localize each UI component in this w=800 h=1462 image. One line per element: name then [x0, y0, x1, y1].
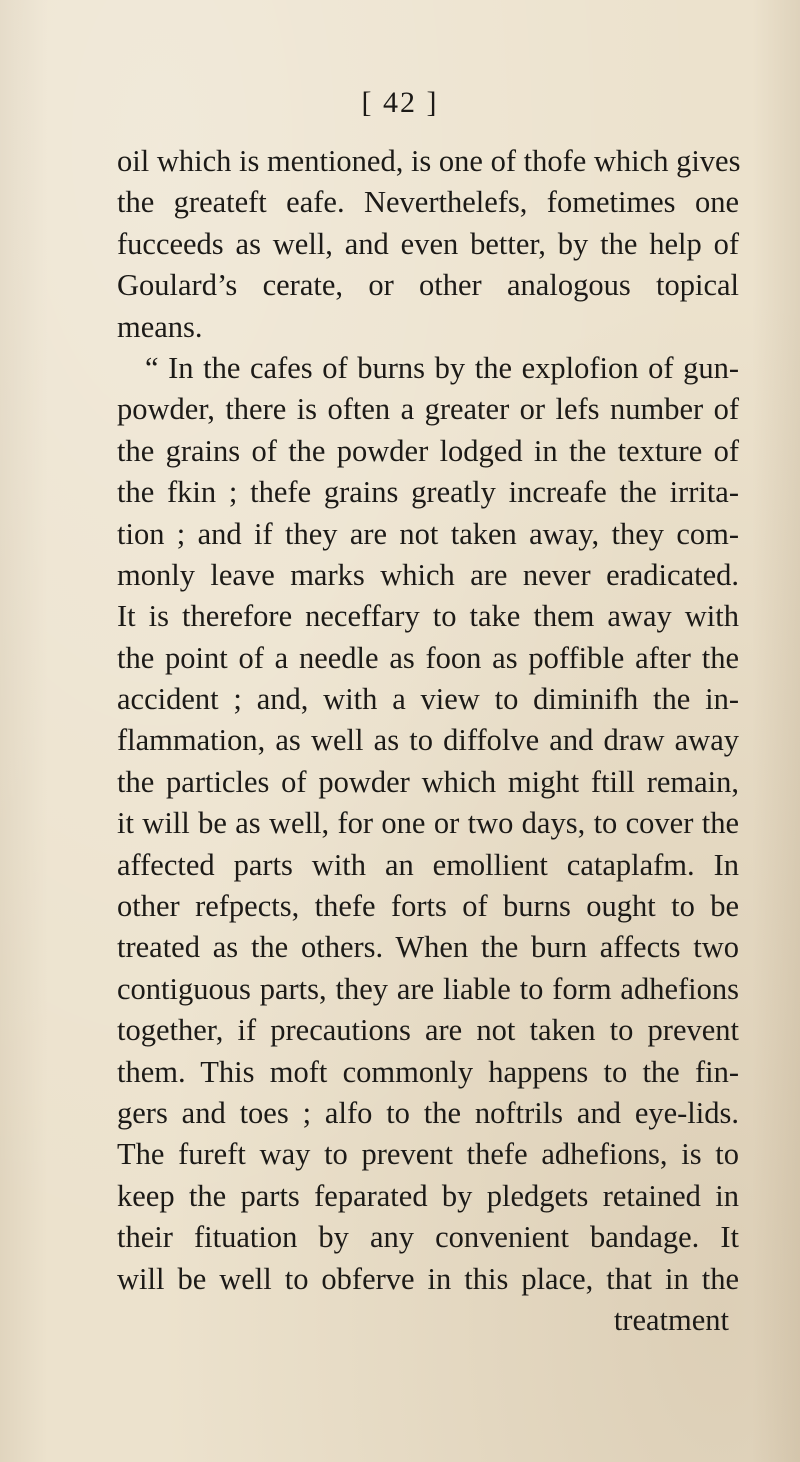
- text-line: contiguous parts, they are liable to form adhefions: [117, 971, 739, 1006]
- text-line: them. This moft commonly happens to the fin-: [117, 1054, 739, 1089]
- text-line: the grains of the powder lodged in the texture of: [117, 433, 739, 468]
- text-line: accident ; and, with a view to diminifh the in-: [117, 682, 739, 717]
- text-line: It is therefore neceffary to take them away with: [117, 599, 739, 634]
- text-line: the particles of powder which might ftill remain,: [117, 764, 739, 799]
- text-line: flammation, as well as to diffolve and draw away: [117, 723, 739, 758]
- text-line: The fureft way to prevent thefe adhefions, is to: [117, 1137, 739, 1172]
- text-line: means.: [117, 309, 203, 344]
- page-number-header: [ 42 ]: [361, 86, 439, 119]
- text-line: the point of a needle as foon as poffible after the: [117, 640, 739, 675]
- text-line: the fkin ; thefe grains greatly increafe the irrita-: [117, 475, 739, 510]
- text-line: powder, there is often a greater or lefs number of: [117, 392, 739, 427]
- text-line: their fituation by any convenient bandage. It: [117, 1220, 739, 1255]
- text-line: together, if precautions are not taken to prevent: [117, 1013, 739, 1048]
- catchword: treatment: [613, 1302, 729, 1337]
- text-line: monly leave marks which are never eradicated.: [117, 557, 739, 592]
- text-line: keep the parts feparated by pledgets retained in: [117, 1178, 739, 1213]
- text-line: affected parts with an emollient cataplafm. In: [117, 847, 739, 882]
- text-line: the greateft eafe. Neverthelefs, fometimes one: [117, 185, 739, 220]
- text-line: will be well to obferve in this place, that in the: [117, 1261, 739, 1296]
- body-text: [117, 141, 739, 1341]
- text-line: it will be as well, for one or two days, to cover the: [117, 806, 739, 841]
- text-line: “ In the cafes of burns by the explofion of gun-: [145, 350, 739, 385]
- text-line: tion ; and if they are not taken away, they com-: [117, 516, 739, 551]
- text-line: fucceeds as well, and even better, by the help of: [117, 226, 739, 261]
- text-line: oil which is mentioned, is one of thofe which gives: [117, 144, 741, 178]
- text-line: gers and toes ; alfo to the noftrils and eye-lids.: [117, 1095, 739, 1130]
- text-line: other refpects, thefe forts of burns ought to be: [117, 889, 739, 924]
- text-line: treated as the others. When the burn affects two: [117, 930, 739, 965]
- text-line: Goulard’s cerate, or other analogous topical: [117, 268, 739, 303]
